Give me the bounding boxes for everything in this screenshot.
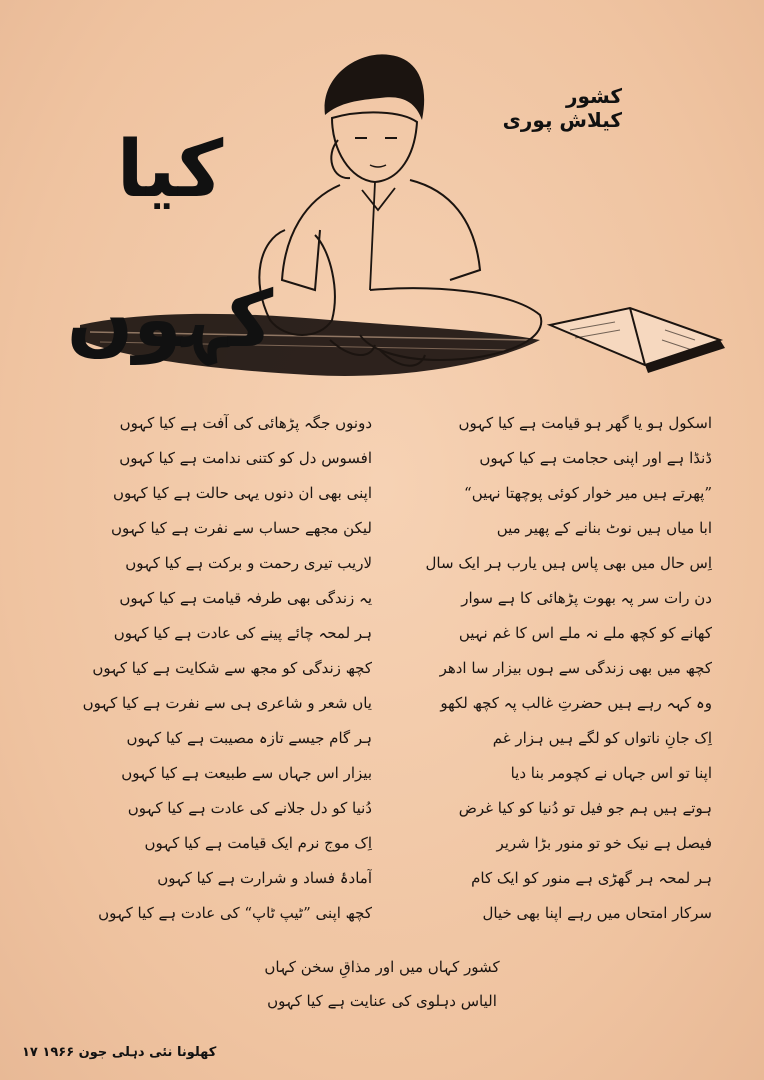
verse-line: یاں شعر و شاعری ہی سے نفرت ہے کیا کہوں — [82, 694, 372, 712]
verse-line: اِک موج نرم ایک قیامت ہے کیا کہوں — [144, 834, 372, 852]
verse-line: اسکول ہو یا گھر ہو قیامت ہے کیا کہوں — [458, 414, 712, 432]
verse-line: لیکن مجھے حساب سے نفرت ہے کیا کہوں — [111, 519, 372, 537]
verse-line: کچھ اپنی ”ٹیپ ٹاپ“ کی عادت ہے کیا کہوں — [98, 904, 372, 922]
verse-line: ”پھرتے ہیں میر خوار کوئی پوچھتا نہیں“ — [464, 484, 712, 502]
verse-line: کھانے کو کچھ ملے نہ ملے اس کا غم نہیں — [458, 624, 712, 642]
verse-line: ہر لمحہ ہر گھڑی ہے منور کو ایک کام — [471, 869, 712, 887]
verse-line: اِس حال میں بھی پاس ہیں یارب ہر ایک سال — [425, 554, 712, 572]
couplet — [0, 589, 764, 625]
poem-title: کیا کہوں — [66, 125, 274, 365]
couplet — [0, 694, 764, 730]
verse-line: وہ کہہ رہے ہیں حضرتِ غالب پہ کچھ لکھو — [440, 694, 712, 712]
couplet — [0, 834, 764, 870]
verse-line: ڈنڈا ہے اور اپنی حجامت ہے کیا کہوں — [479, 449, 712, 467]
couplet — [0, 484, 764, 520]
couplet — [0, 624, 764, 660]
couplet — [0, 659, 764, 695]
verse-line: ہوتے ہیں ہم جو فیل تو دُنیا کو کیا غرض — [458, 799, 712, 817]
verse-line: دونوں جگہ پڑھائی کی آفت ہے کیا کہوں — [119, 414, 372, 432]
verse-line: فیصل ہے نیک خو تو منور بڑا شریر — [496, 834, 712, 852]
couplet — [0, 729, 764, 765]
couplet — [0, 449, 764, 485]
verse-line: دن رات سر پہ بھوت پڑھائی کا ہے سوار — [461, 589, 712, 607]
verse-line: بیزار اس جہاں سے طبیعت ہے کیا کہوں — [121, 764, 372, 782]
couplet — [0, 414, 764, 450]
couplet — [0, 519, 764, 555]
verse-line: ہر گام جیسے تازہ مصیبت ہے کیا کہوں — [126, 729, 372, 747]
author-name: کشور کیلاش پوری — [502, 84, 622, 132]
verse-line: اِک جانِ ناتواں کو لگے ہیں ہزار غم — [492, 729, 712, 747]
verse-line: ابا میاں ہیں نوٹ بنانے کے پھیر میں — [496, 519, 712, 537]
verse-line: آمادۂ فساد و شرارت ہے کیا کہوں — [157, 869, 372, 887]
couplet — [0, 764, 764, 800]
couplet — [0, 554, 764, 590]
verse-line: یہ زندگی بھی طرفہ قیامت ہے کیا کہوں — [119, 589, 372, 607]
closing-line: کشور کہاں میں اور مذاقِ سخن کہاں — [264, 958, 500, 976]
verse-line: سرکار امتحاں میں رہے اپنا بھی خیال — [482, 904, 712, 922]
verse-line: اپنا تو اس جہاں نے کچومر بنا دیا — [510, 764, 712, 782]
page-footer: کھلونا نئی دہلی جون ۱۹۶۶ ۱۷ — [22, 1045, 217, 1060]
closing-line: الیاس دہلوی کی عنایت ہے کیا کہوں — [267, 992, 497, 1010]
verse-line: لاریب تیری رحمت و برکت ہے کیا کہوں — [125, 554, 372, 572]
couplet — [0, 799, 764, 835]
verse-line: ہر لمحہ چائے پینے کی عادت ہے کیا کہوں — [113, 624, 372, 642]
verse-line: دُنیا کو دل جلانے کی عادت ہے کیا کہوں — [127, 799, 372, 817]
verse-line: کچھ زندگی کو مجھ سے شکایت ہے کیا کہوں — [92, 659, 372, 677]
verse-line: اپنی بھی ان دنوں یہی حالت ہے کیا کہوں — [112, 484, 372, 502]
verse-line: کچھ میں بھی زندگی سے ہوں بیزار سا ادھر — [439, 659, 712, 677]
poem-body — [0, 414, 764, 944]
verse-line: افسوس دل کو کتنی ندامت ہے کیا کہوں — [119, 449, 372, 467]
couplet — [0, 869, 764, 905]
couplet — [0, 904, 764, 940]
